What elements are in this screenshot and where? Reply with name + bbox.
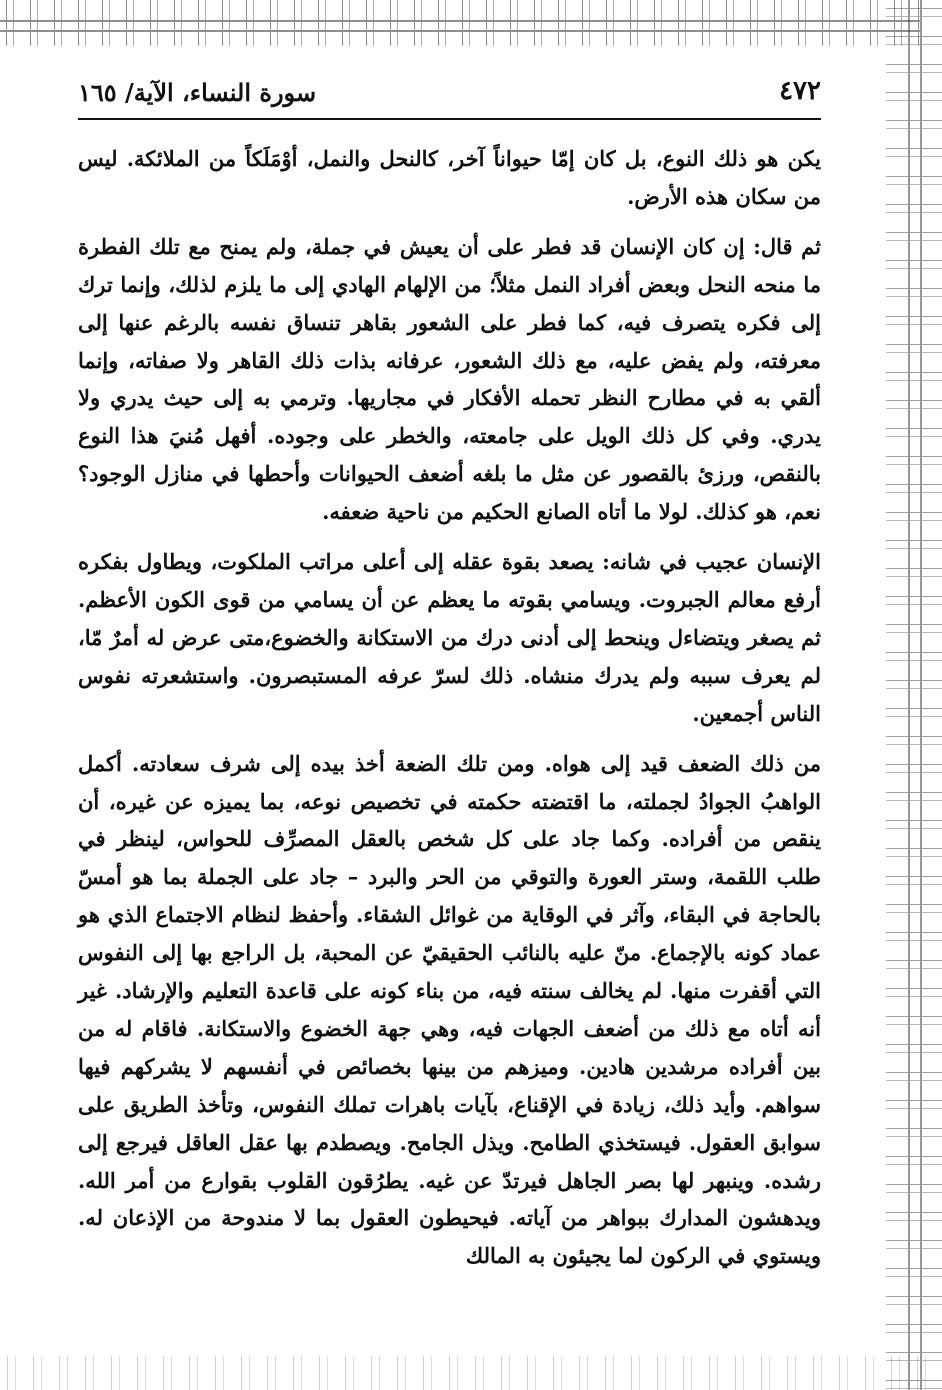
- page-body: [78, 140, 821, 1275]
- paragraph: يكن هو ذلك النوع، بل كان إمّا حيواناً آخر، كالنحل والنمل، أوْمَلَكاً من الملائكة. ليس من سكان هذه الأرض.: [78, 146, 821, 209]
- page-header: [78, 72, 821, 120]
- paragraph: الإنسان عجيب في شانه: يصعد بقوة عقله إلى أعلى مراتب الملكوت، ويطاول بفكره أرفع معالم الجبروت. ويسامي بقوته ما يعظم عن أن يسامي من قوى الكون الأعظم. ثم يصغر ويتضاءل وينحط إلى أدنى درك من الاستكانة والخضوع،متى عرض له أمرٌ مّا، لم يعرف سببه ولم يدرك منشاه. ذلك لسرّ عرفه المستبصرون. واستشعرته نفوس الناس أجمعين.: [78, 549, 821, 726]
- paragraph: ثم قال: إن كان الإنسان قد فطر على أن يعيش في جملة، ولم يمنح مع تلك الفطرة ما منحه النحل وبعض أفراد النمل مثلاً؛ من الإلهام الهادي إلى ما يلزم لذلك، وإنما ترك إلى فكره يتصرف فيه، كما فطر على الشعور بقاهر تنساق نفسه بالرغم عنها إلى معرفته، ولم يفض عليه، مع ذلك الشعور، عرفانه بذات ذلك القاهر ولا صفاته، وإنما ألقي به في مطارح النظر تحمله الأفكار في مجاريها. وترمي به إلى حيث يدري ولا يدري. وفي كل ذلك الويل على جامعته، والخطر على وجوده. أفهل مُنيَ هذا النوع بالنقص، ورزئ بالقصور عن مثل ما بلغه أضعف الحيوانات وأحطها في منازل الوجود؟نعم، هو كذلك. لولا ما أتاه الصانع الحكيم من ناحية ضعفه.: [78, 233, 821, 525]
- decorative-border-right: [886, 0, 942, 1390]
- decorative-border-top: [0, 0, 920, 46]
- decorative-border-bottom: [0, 1356, 942, 1390]
- page-number: ٤٧٢: [779, 76, 821, 106]
- paragraph: من ذلك الضعف قيد إلى هواه. ومن تلك الضعة أخذ بيده إلى شرف سعادته. أكمل الواهبُ الجوادُ لجملته، ما اقتضته حكمته في تخصيص نوعه، بما يميزه عن غيره، أن ينقص من أفراده. وكما جاد على كل شخص بالعقل المصرِّف للحواس، لينظر في طلب اللقمة، وستر العورة والتوقي من الحر والبرد – جاد على الجملة بما هو أمسّ بالحاجة في البقاء، وآثر في الوقاية من غوائل الشقاء. وأحفظ لنظام الاجتماع الذي هو عماد كونه بالإجماع. منّ عليه بالنائب الحقيقيّ عن المحبة، بل الراجع بها إلى النفوس التي أقفرت منها. لم يخالف سنته فيه، من بناء كونه على قاعدة التعليم والإرشاد. غير أنه أتاه مع ذلك من أضعف الجهات فيه، وهي جهة الخضوع والاستكانة. فاقام له من بين أفراده مرشدين هادين. وميزهم من بينها بخصائص في أنفسهم لا يشركهم فيها سواهم. وأيد ذلك، زيادة في الإقناع، بآيات باهرات تملك النفوس، وتأخذ الطريق على سوابق العقول. فيستخذي الطامح. ويذل الجامح. ويصطدم بها عقل العاقل فيرجع إلى رشده. وينبهر لها بصر الجاهل فيرتدّ عن غيه. يطرُقون القلوب بقوارع من أمر الله. ويدهشون المدارك ببواهر من آياته. فيحيطون العقول بما لا مندوحة من الإذعان له. ويستوي في الركون لما يجيئون به المالك: [78, 750, 821, 1269]
- running-title: سورة النساء، الآية/ ١٦٥: [78, 78, 317, 107]
